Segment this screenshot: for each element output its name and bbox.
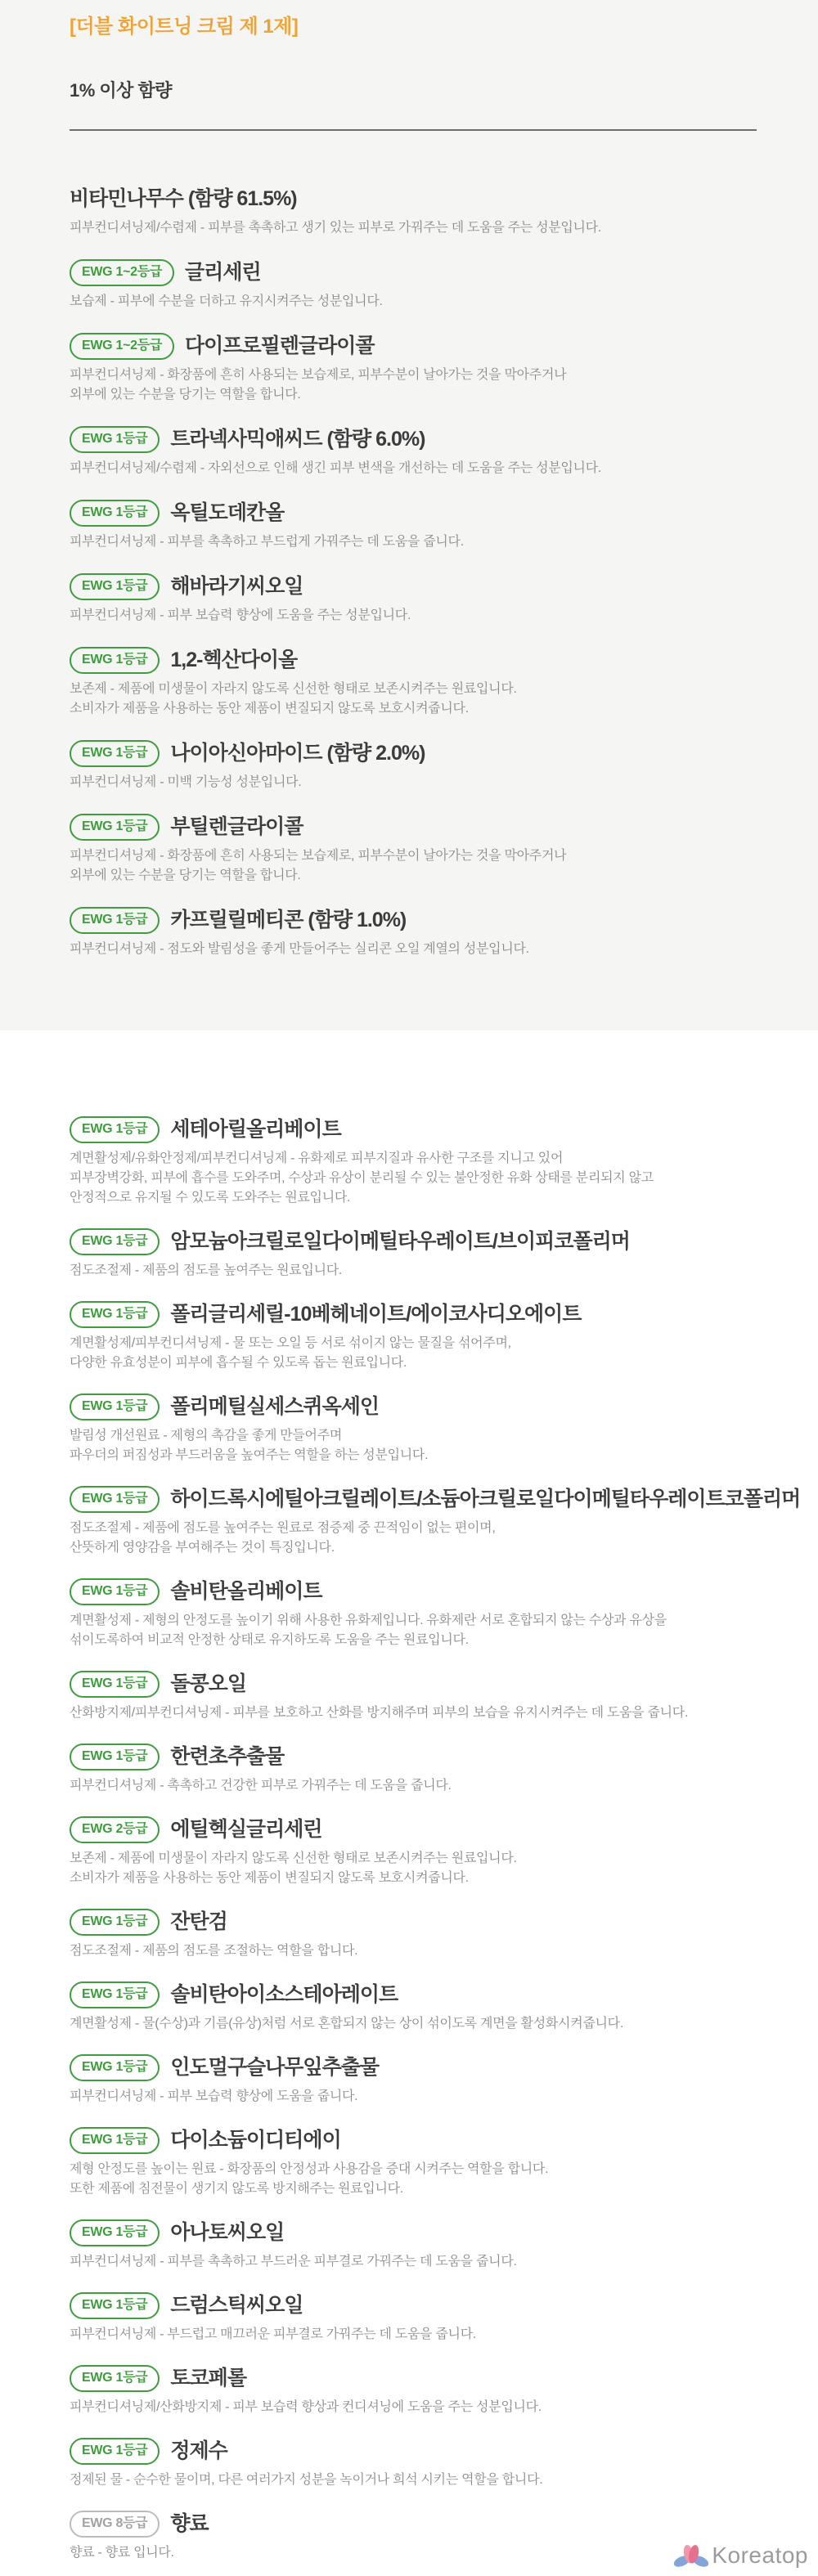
- ingredient-item: [70, 2510, 757, 2563]
- desc-line: 피부컨디셔닝제 - 피부를 촉촉하고 부드럽게 가꿔주는 데 도움을 줍니다.: [70, 535, 464, 549]
- ingredient-name: 부틸렌글라이콜: [170, 815, 303, 838]
- ingredient-list-top: [70, 185, 757, 959]
- ingredient-item: [70, 499, 757, 552]
- page-title: [더블 화이트닝 크림 제 1제]: [70, 16, 299, 38]
- ingredient-name: 해바라기씨오일: [170, 575, 303, 598]
- desc-line: 산화방지제/피부컨디셔닝제 - 피부를 보호하고 산화를 방지해주며 피부의 보습을 유지시켜주는 데 도움을 줍니다.: [70, 1706, 689, 1720]
- ingredient-item: [70, 1393, 757, 1465]
- ingredient-item: [70, 2219, 757, 2272]
- ingredient-item: [70, 1115, 757, 1208]
- desc-line: 계면활성제/유화안정제/피부컨디셔닝제 - 유화제로 피부지질과 유사한 구조를 지니고 있어: [70, 1151, 564, 1165]
- ingredient-name: 글리세린: [185, 261, 261, 284]
- ingredient-desc: [70, 2398, 757, 2417]
- ewg-badge: EWG 1등급: [70, 1486, 160, 1513]
- ewg-badge: EWG 1등급: [70, 814, 160, 841]
- ingredient-header: [70, 1300, 757, 1328]
- ingredient-item: [70, 2291, 757, 2345]
- ingredient-item: [70, 2437, 757, 2490]
- ewg-badge: EWG 1~2등급: [70, 259, 174, 286]
- desc-line: 향료 - 향료 입니다.: [70, 2546, 174, 2560]
- ingredient-header: [70, 2510, 757, 2538]
- desc-line: 보존제 - 제품에 미생물이 자라지 않도록 신선한 형태로 보존시켜주는 원료입니다.: [70, 1851, 517, 1865]
- desc-line: 점도조절제 - 제품의 점도를 높여주는 원료입니다.: [70, 1263, 343, 1277]
- ewg-badge: EWG 1등급: [70, 573, 160, 600]
- ingredient-item: [70, 572, 757, 626]
- ingredient-item: [70, 185, 757, 238]
- ewg-badge: EWG 1등급: [70, 500, 160, 527]
- ingredient-header: [70, 1393, 757, 1420]
- ingredient-name: 드럼스틱씨오일: [170, 2294, 303, 2317]
- ewg-badge: EWG 1등급: [70, 907, 160, 934]
- ingredient-desc: [70, 1149, 757, 1208]
- desc-line: 보습제 - 피부에 수분을 더하고 유지시켜주는 성분입니다.: [70, 294, 383, 308]
- ewg-badge: EWG 1등급: [70, 1981, 160, 2008]
- ingredient-item: [70, 332, 757, 405]
- ewg-badge: EWG 1등급: [70, 1228, 160, 1255]
- ingredient-header: [70, 2126, 757, 2154]
- desc-line: 피부컨디셔닝제/수렴제 - 자외선으로 인해 생긴 피부 변색을 개선하는 데 도움을 주는 성분입니다.: [70, 461, 602, 475]
- desc-line: 피부컨디셔닝제 - 미백 기능성 성분입니다.: [70, 775, 302, 789]
- desc-line: 피부컨디셔닝제 - 피부 보습력 향상에 도움을 줍니다.: [70, 2089, 358, 2103]
- ingredient-desc: [70, 680, 757, 719]
- ingredient-name: 트라넥사믹애씨드 (함량 6.0%): [170, 428, 425, 451]
- ingredient-item: [70, 1227, 757, 1281]
- desc-line: 피부컨디셔닝제 - 촉촉하고 건강한 피부로 가꿔주는 데 도움을 줍니다.: [70, 1779, 452, 1793]
- ingredient-item: [70, 1743, 757, 1796]
- desc-line: 피부컨디셔닝제 - 부드럽고 매끄러운 피부결로 가꿔주는 데 도움을 줍니다.: [70, 2327, 477, 2341]
- ingredient-header: [70, 739, 757, 767]
- ingredient-name: 향료: [170, 2512, 209, 2535]
- ingredient-desc: [70, 2014, 757, 2034]
- ingredient-name: 정제수: [170, 2439, 227, 2462]
- ingredient-header: [70, 1227, 757, 1255]
- ingredient-name: 다이프로필렌글라이콜: [185, 334, 375, 357]
- ingredient-item: [70, 425, 757, 478]
- ingredient-name: 폴리메틸실세스퀴옥세인: [170, 1395, 380, 1418]
- ingredient-desc: [70, 1703, 757, 1723]
- desc-line: 계면활성제/피부컨디셔닝제 - 물 또는 오일 등 서로 섞이지 않는 물질을 섞어주며,: [70, 1336, 511, 1350]
- ingredient-desc: [70, 940, 757, 959]
- ewg-badge: EWG 1등급: [70, 1301, 160, 1328]
- ingredient-desc: [70, 606, 757, 626]
- ingredient-header: [70, 2053, 757, 2081]
- ewg-badge: EWG 1등급: [70, 2365, 160, 2392]
- ingredient-item: [70, 1670, 757, 1723]
- ingredient-desc: [70, 1426, 757, 1465]
- ingredient-desc: [70, 532, 757, 552]
- ingredient-header: [70, 425, 757, 453]
- desc-line: 피부컨디셔닝제 - 점도와 발림성을 좋게 만들어주는 실리콘 오일 계열의 성분입니다.: [70, 942, 529, 956]
- ingredient-name: 아나토씨오일: [170, 2221, 285, 2244]
- ingredient-item: [70, 258, 757, 312]
- ingredient-header: [70, 2219, 757, 2246]
- desc-line: 산뜻하게 영양감을 부여해주는 것이 특징입니다.: [70, 1541, 335, 1555]
- ewg-badge: EWG 1등급: [70, 1671, 160, 1698]
- ingredient-header: [70, 1981, 757, 2008]
- ingredient-item: [70, 1577, 757, 1650]
- ingredient-desc: [70, 2471, 757, 2490]
- logo-text: Koreatop: [712, 2542, 808, 2568]
- desc-line: 계면활성제 - 제형의 안정도를 높이기 위해 사용한 유화제입니다. 유화제란 서로 혼합되지 않는 수상과 유상을: [70, 1613, 667, 1627]
- ingredient-item: [70, 1981, 757, 2034]
- ingredient-item: [70, 1815, 757, 1888]
- desc-line: 피부장벽강화, 피부에 흡수를 도와주며, 수상과 유상이 분리될 수 있는 불안정한 유화 상태를 분리되지 않고: [70, 1171, 654, 1185]
- desc-line: 정제된 물 - 순수한 물이며, 다른 여러가지 성분을 녹이거나 희석 시키는 역할을 합니다.: [70, 2473, 543, 2487]
- ingredient-header: [70, 1485, 801, 1513]
- ingredient-desc: [70, 2543, 757, 2563]
- desc-line: 피부컨디셔닝제 - 피부를 촉촉하고 부드러운 피부결로 가꿔주는 데 도움을 줍니다.: [70, 2255, 517, 2269]
- desc-line: 계면활성제 - 물(수상)과 기름(유상)처럼 서로 혼합되지 않는 상이 섞이도록 계면을 활성화시켜줍니다.: [70, 2017, 623, 2031]
- ingredient-name: 암모늄아크릴로일다이메틸타우레이트/브이피코폴리머: [170, 1230, 630, 1253]
- ingredient-name: 폴리글리세릴-10베헤네이트/에이코사디오에이트: [170, 1303, 582, 1326]
- ingredient-desc: [70, 1261, 757, 1281]
- ingredient-header: [70, 646, 757, 674]
- ingredient-name: 에틸헥실글리세린: [170, 1818, 322, 1841]
- ingredient-name: 인도멀구슬나무잎추출물: [170, 2056, 380, 2079]
- desc-line: 보존제 - 제품에 미생물이 자라지 않도록 신선한 형태로 보존시켜주는 원료입니다.: [70, 682, 517, 696]
- desc-line: 외부에 있는 수분을 당기는 역할을 합니다.: [70, 388, 301, 402]
- ingredient-desc: [70, 1334, 757, 1373]
- ingredient-header: [70, 813, 757, 841]
- koreatop-logo: [674, 2542, 808, 2569]
- desc-line: 피부컨디셔닝제/산화방지제 - 피부 보습력 향상과 컨디셔닝에 도움을 주는 성분입니다.: [70, 2400, 542, 2414]
- ingredient-name: 돌콩오일: [170, 1672, 246, 1695]
- ingredient-header: [70, 1115, 757, 1143]
- lotus-icon: [674, 2542, 708, 2569]
- ingredient-name: 나이아신아마이드 (함량 2.0%): [170, 742, 425, 765]
- desc-line: 안정적으로 유지될 수 있도록 도와주는 원료입니다.: [70, 1191, 351, 1205]
- ingredient-item: [70, 1485, 801, 1558]
- ingredient-name: 솔비탄올리베이트: [170, 1580, 322, 1603]
- ingredient-name: 토코페롤: [170, 2367, 246, 2390]
- ingredient-header: [70, 1908, 757, 1936]
- ingredient-desc: [70, 1611, 757, 1650]
- ingredient-item: [70, 813, 757, 886]
- desc-line: 피부컨디셔닝제 - 피부 보습력 향상에 도움을 주는 성분입니다.: [70, 608, 411, 622]
- ingredient-desc: [70, 1776, 757, 1796]
- sub-heading: 1% 이상 함량: [70, 80, 173, 101]
- ingredient-name: 하이드록시에틸아크릴레이트/소듐아크릴로일다이메틸타우레이트코폴리머: [170, 1488, 801, 1510]
- ingredient-name: 카프릴릴메티콘 (함량 1.0%): [170, 909, 407, 931]
- ingredient-item: [70, 2364, 757, 2417]
- desc-line: 발림성 개선원료 - 제형의 촉감을 좋게 만들어주며: [70, 1429, 343, 1443]
- ewg-badge: EWG 1등급: [70, 1116, 160, 1143]
- ingredient-desc: [70, 366, 757, 405]
- divider: [70, 129, 757, 131]
- ingredient-item: [70, 2053, 757, 2107]
- ewg-badge: EWG 1등급: [70, 1393, 160, 1420]
- ingredient-desc: [70, 773, 757, 792]
- desc-line: 점도조절제 - 제품의 점도를 조절하는 역할을 합니다.: [70, 1944, 358, 1958]
- ingredient-name: 솔비탄아이소스테아레이트: [170, 1983, 398, 2006]
- ingredient-item: [70, 739, 757, 792]
- ewg-badge: EWG 1등급: [70, 2438, 160, 2465]
- ingredient-desc: [70, 218, 757, 238]
- ingredient-item: [70, 906, 757, 959]
- desc-line: 파우더의 퍼짐성과 부드러움을 높여주는 역할을 하는 성분입니다.: [70, 1448, 429, 1462]
- ingredient-desc: [70, 2087, 757, 2107]
- ingredient-name: 잔탄검: [170, 1910, 227, 1933]
- desc-line: 소비자가 제품을 사용하는 동안 제품이 변질되지 않도록 보호시켜줍니다.: [70, 1871, 469, 1885]
- ewg-badge: EWG 8등급: [70, 2511, 160, 2538]
- ingredient-desc: [70, 1941, 757, 1961]
- desc-line: 소비자가 제품을 사용하는 동안 제품이 변질되지 않도록 보호시켜줍니다.: [70, 702, 469, 716]
- ingredient-header: [70, 906, 757, 934]
- desc-line: 섞이도록하여 비교적 안정한 상태로 유지하도록 도움을 주는 원료입니다.: [70, 1633, 469, 1647]
- ewg-badge: EWG 1등급: [70, 2292, 160, 2319]
- desc-line: 제형 안정도를 높이는 원료 - 화장품의 안정성과 사용감을 증대 시켜주는 역할을 합니다.: [70, 2162, 549, 2176]
- ingredient-desc: [70, 2252, 757, 2272]
- ewg-badge: EWG 1등급: [70, 2219, 160, 2246]
- desc-line: 또한 제품에 침전물이 생기지 않도록 방지해주는 원료입니다.: [70, 2182, 403, 2196]
- ingredient-header: [70, 2291, 757, 2319]
- ewg-badge: EWG 1등급: [70, 2054, 160, 2081]
- ewg-badge: EWG 1등급: [70, 426, 160, 453]
- ingredient-desc: [70, 1519, 757, 1558]
- ewg-badge: EWG 1등급: [70, 1578, 160, 1605]
- desc-line: 다양한 유효성분이 피부에 흡수될 수 있도록 돕는 원료입니다.: [70, 1356, 407, 1370]
- ewg-badge: EWG 1등급: [70, 740, 160, 767]
- ingredient-header: [70, 258, 757, 286]
- ewg-badge: EWG 1등급: [70, 1744, 160, 1770]
- ingredient-header: [70, 2364, 757, 2392]
- ewg-badge: EWG 2등급: [70, 1816, 160, 1843]
- ingredient-item: [70, 646, 757, 719]
- ingredient-desc: [70, 1849, 757, 1888]
- ingredient-item: [70, 1300, 757, 1373]
- ewg-badge: EWG 1등급: [70, 2127, 160, 2154]
- ingredient-item: [70, 1908, 757, 1961]
- ewg-badge: EWG 1등급: [70, 1909, 160, 1936]
- ingredient-header: [70, 499, 757, 527]
- section-high-content: [0, 0, 818, 1030]
- ingredient-header: [70, 572, 757, 600]
- ingredient-name: 다이소듐이디티에이: [170, 2129, 341, 2152]
- ingredient-name: 세테아릴올리베이트: [170, 1118, 341, 1141]
- ingredient-desc: [70, 2160, 757, 2199]
- ingredient-header: [70, 332, 757, 360]
- desc-line: 점도조절제 - 제품에 점도를 높여주는 원료로 점증제 중 끈적임이 없는 편이며,: [70, 1521, 496, 1535]
- ingredient-header: [70, 185, 757, 213]
- ingredient-header: [70, 1670, 757, 1698]
- ingredient-header: [70, 1815, 757, 1843]
- ingredient-desc: [70, 846, 757, 886]
- ewg-badge: EWG 1등급: [70, 647, 160, 674]
- ewg-badge: EWG 1~2등급: [70, 333, 174, 360]
- ingredient-item: [70, 2126, 757, 2199]
- ingredient-header: [70, 1577, 757, 1605]
- ingredient-name: 비타민나무수 (함량 61.5%): [70, 187, 297, 210]
- ingredient-desc: [70, 292, 757, 312]
- ingredient-desc: [70, 459, 757, 478]
- ingredient-header: [70, 1743, 757, 1770]
- desc-line: 피부컨디셔닝제 - 화장품에 흔히 사용되는 보습제로, 피부수분이 날아가는 것을 막아주거나: [70, 368, 567, 382]
- desc-line: 외부에 있는 수분을 당기는 역할을 합니다.: [70, 868, 301, 882]
- ingredient-desc: [70, 2325, 757, 2345]
- ingredient-header: [70, 2437, 757, 2465]
- desc-line: 피부컨디셔닝제/수렴제 - 피부를 촉촉하고 생기 있는 피부로 가꿔주는 데 도움을 주는 성분입니다.: [70, 221, 602, 235]
- ingredient-name: 옥틸도데칸올: [170, 501, 285, 524]
- ingredient-name: 한련초추출물: [170, 1745, 285, 1768]
- desc-line: 피부컨디셔닝제 - 화장품에 흔히 사용되는 보습제로, 피부수분이 날아가는 것을 막아주거나: [70, 849, 567, 863]
- section-other-ingredients: [0, 1030, 818, 2576]
- ingredient-name: 1,2-헥산다이올: [170, 648, 298, 671]
